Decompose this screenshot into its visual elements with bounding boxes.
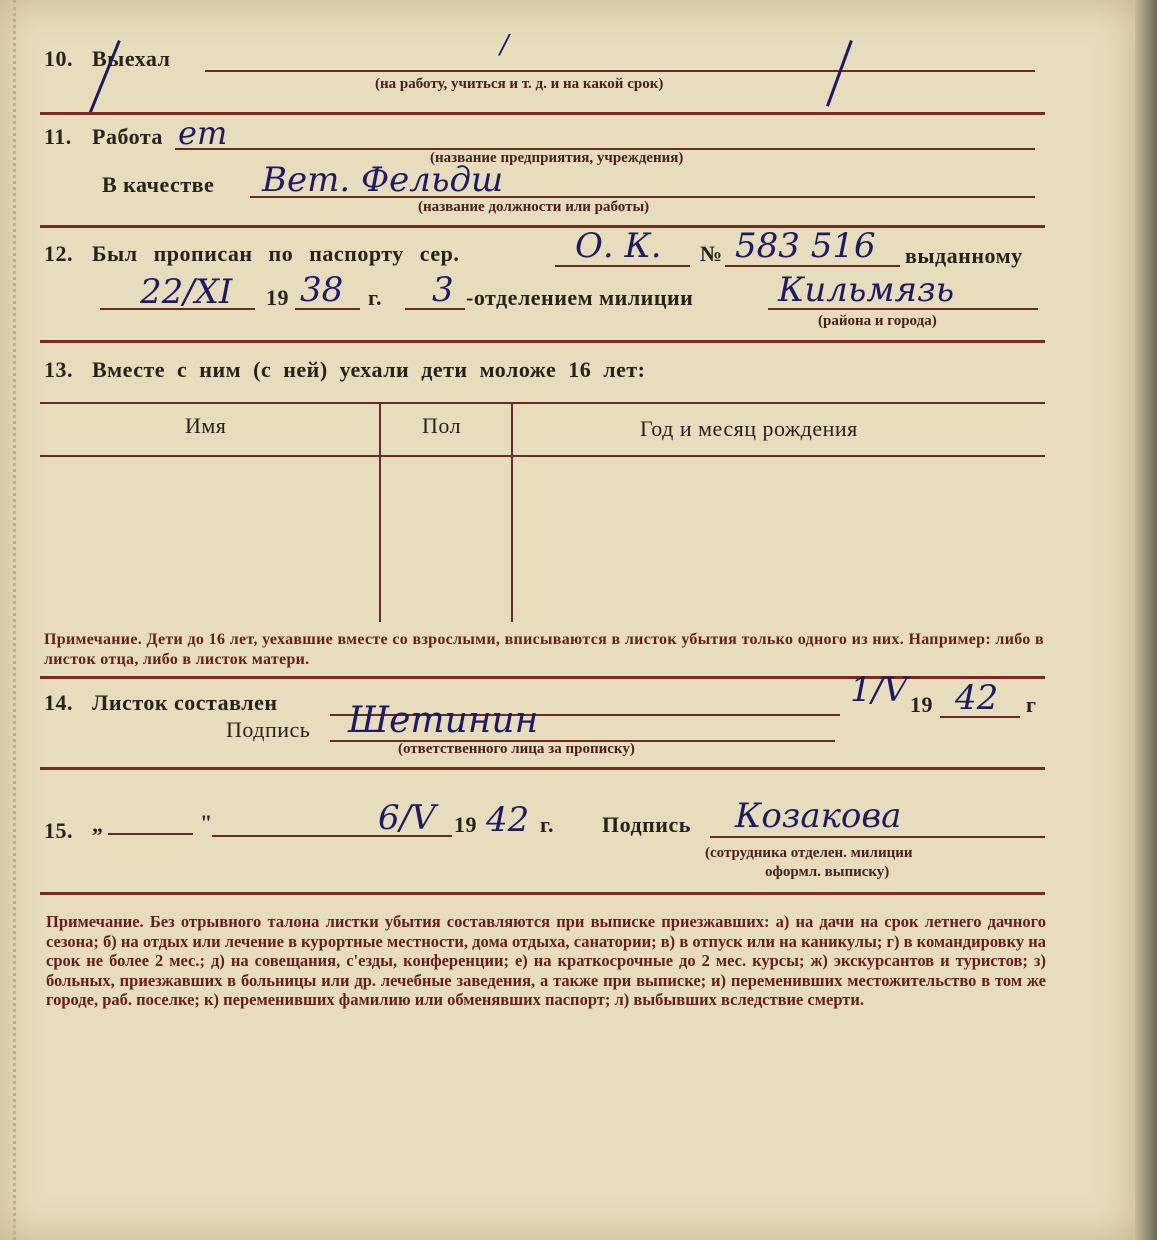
field-10-number: 10. — [44, 46, 73, 71]
field-10-hint: (на работу, учиться и т. д. и на какой срок) — [375, 76, 664, 92]
children-table-top — [40, 402, 1045, 404]
children-table-header-birth: Год и месяц рождения — [640, 416, 858, 441]
field-10-label: Выехал — [92, 46, 171, 71]
field-15-number: 15. — [44, 818, 73, 843]
field-12-handwritten-number: 583 516 — [735, 226, 876, 266]
field-15-quote-left: „ — [92, 812, 104, 837]
field-12-handwritten-place: Кильмязь — [778, 270, 955, 310]
divider — [40, 225, 1045, 228]
field-12-dept: -отделением милиции — [466, 285, 694, 310]
field-12-year-line — [295, 308, 360, 310]
field-13-label: Вместе с ним (с ней) уехали дети моложе 16 лет: — [92, 357, 646, 382]
field-12-handwritten-series: О. К. — [575, 226, 662, 266]
field-15-g: г. — [540, 812, 555, 837]
field-15-handwritten-signature: Козакова — [735, 796, 902, 836]
field-12-number-line — [725, 265, 900, 267]
children-table-header-name: Имя — [185, 413, 227, 438]
field-12-label: Был прописан по паспорту сер. — [92, 241, 460, 266]
field-12-no: № — [700, 241, 723, 266]
note-1-lead: Примечание. — [44, 631, 143, 648]
field-11-number: 11. — [44, 124, 72, 149]
field-12-issued: выданному — [905, 243, 1023, 268]
note-1 — [44, 630, 1044, 670]
field-13-number: 13. — [44, 357, 73, 382]
children-table-col-divider — [379, 404, 381, 622]
field-12-handwritten-dept: 3 — [432, 270, 454, 310]
note-1-text: Дети до 16 лет, уехавшие вместе со взрослыми, вписываются в листок убытия только одного из них. Например: либо в листок отца, либо в листок матери. — [44, 631, 1044, 668]
field-11-handwritten-work: ет — [178, 114, 228, 152]
field-15-day-line — [108, 833, 193, 835]
children-table-header-sex: Пол — [422, 413, 462, 438]
field-15-hint1: (сотрудника отделен. милиции — [705, 845, 913, 861]
field-14-sign-label: Подпись — [226, 717, 311, 742]
field-14-g: г — [1026, 692, 1037, 717]
field-11-hint2: (название должности или работы) — [418, 199, 650, 215]
children-table-header-line — [40, 455, 1045, 457]
perforation — [13, 0, 16, 1240]
field-12-number: 12. — [44, 241, 73, 266]
field-15-year-prefix: 19 — [454, 812, 477, 837]
field-14-year-line — [940, 716, 1020, 718]
field-11-handwritten-role: Вет. Фельдш — [262, 160, 504, 200]
field-12-g: г. — [368, 285, 383, 310]
divider — [40, 892, 1045, 895]
field-12-year-prefix: 19 — [266, 285, 289, 310]
note-2 — [46, 912, 1046, 1010]
note-2-lead: Примечание. — [46, 912, 144, 931]
paper-edge-shadow — [1135, 0, 1157, 1240]
field-15-sign-line — [710, 836, 1045, 838]
divider — [40, 340, 1045, 343]
field-15-handwritten-date: 6/V — [378, 798, 436, 838]
field-11-role-line — [250, 196, 1035, 198]
field-11-hint1: (название предприятия, учреждения) — [430, 150, 684, 166]
field-14-hint: (ответственного лица за прописку) — [398, 741, 635, 757]
children-table-col-divider — [511, 404, 513, 622]
field-12-handwritten-year: 38 — [300, 270, 344, 310]
field-12-hint: (района и города) — [818, 313, 937, 329]
field-14-year-prefix: 19 — [910, 692, 933, 717]
field-14-label: Листок составлен — [92, 690, 278, 715]
field-12-handwritten-day: 22/XI — [140, 272, 233, 312]
field-14-handwritten-date: 1/V — [850, 670, 908, 710]
field-12-series-line — [555, 265, 690, 267]
field-15-quote-right: " — [200, 810, 213, 835]
field-14-number: 14. — [44, 690, 73, 715]
field-15-sign-label: Подпись — [602, 812, 691, 837]
field-10-line — [205, 70, 1035, 72]
field-10-handwritten-stroke-2 — [826, 40, 853, 107]
note-2-text: Без отрывного талона листки убытия составляются при выписке приезжавших: а) на дачи на срок летнего дачного сезона; б) на отдых или лечение в курортные местности, дома отдыха, санатории; в) в отпуск или на каникулы; г) в командировку на срок не более 2 мес.; д) на совещания, с'езды, конференции; е) на краткосрочные до 2 мес. курсы; ж) экскурсантов и туристов; з) больных, приезжавших в больницы или др. лечебные заведения, а также при выписке; и) переменивших местожительство в том же городе, раб. поселке; к) переменивших фамилию или обменявших паспорт; л) выбывших вследствие смерти. — [46, 912, 1047, 1009]
divider — [40, 767, 1045, 770]
field-14-handwritten-signature: Шетинин — [348, 700, 539, 741]
field-14-handwritten-year: 42 — [955, 678, 999, 718]
field-12-place-line — [768, 308, 1038, 310]
field-15-handwritten-year: 42 — [486, 800, 530, 840]
field-12-day-line — [100, 308, 255, 310]
field-12-dept-line — [405, 308, 465, 310]
field-11-role-label: В качестве — [102, 172, 215, 197]
field-10-handwritten: / — [500, 30, 509, 60]
field-15-hint2: оформл. выписку) — [765, 864, 890, 880]
field-11-label: Работа — [92, 124, 163, 149]
